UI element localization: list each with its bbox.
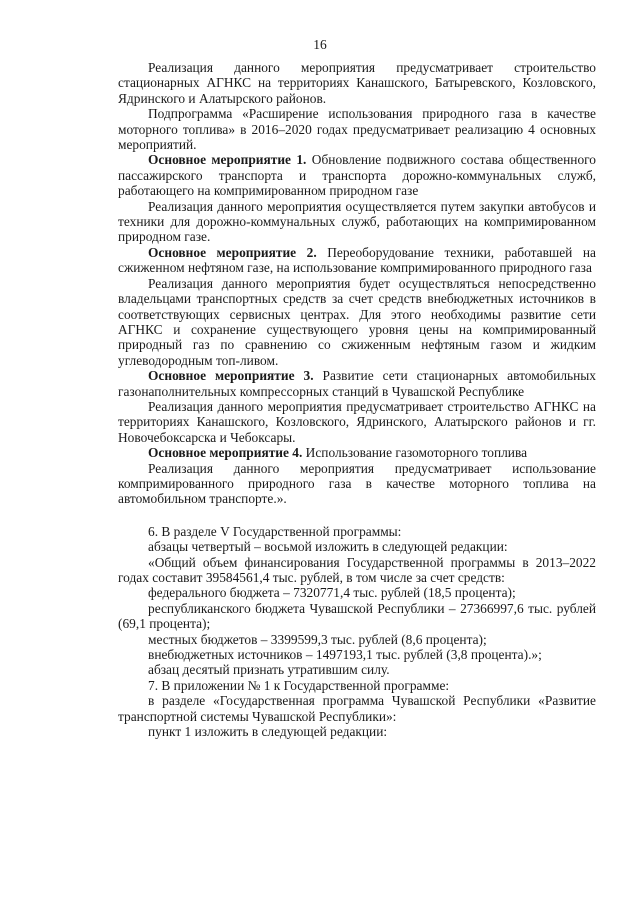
funding-republican: республиканского бюджета Чувашской Республики – 27366997,6 тыс. рублей (69,1 процента); bbox=[118, 600, 596, 632]
funding-extrabudgetary: внебюджетных источников – 1497193,1 тыс. рублей (3,8 процента).»; bbox=[148, 647, 542, 663]
measure-title: Основное мероприятие 3. bbox=[148, 368, 314, 384]
paragraph: абзац десятый признать утратившим силу. bbox=[148, 662, 390, 678]
funding-total: «Общий объем финансирования Государственной программы в 2013–2022 годах составит 39584561,4 тыс. рублей, в том числе за счет средств: bbox=[118, 554, 596, 585]
paragraph: абзацы четвертый – восьмой изложить в следующей редакции: bbox=[148, 539, 508, 555]
paragraph: Реализация данного мероприятия предусматривает строительство АГНКС на территориях Канашского, Козловского, Ядринского, Алатырского районов и гг. Новочебоксарска и Чебоксары. bbox=[118, 398, 596, 445]
page-number: 16 bbox=[313, 37, 327, 52]
paragraph: Подпрограмма «Расширение использования природного газа в качестве моторного топлива» в 2016–2020 годах предусматривает реализацию 4 основных мероприятий. bbox=[118, 106, 596, 153]
measure-text: Обновление подвижного состава общественного пассажирского транспорта и транспорта дорожно-коммунальных служб, работающего на компримированном природном газе bbox=[118, 152, 597, 199]
measure-4 bbox=[118, 445, 596, 460]
measure-text: Переоборудование техники, работавшей на сжиженном нефтяном газе, на использование компримированного природного газа bbox=[118, 244, 596, 276]
paragraph: Реализация данного мероприятия будет осуществляться непосредственно владельцами транспортных средств за счет средств внебюджетных источников в соответствующих сервисных центрах. Для этого необходимы развитие сети АГНКС и сохранение существующего уровня цены на компримированный природный газ по сравнению со сжиженным нефтяным газом и жидким углеводородным топ-ливом. bbox=[118, 275, 596, 368]
funding-federal: федерального бюджета – 7320771,4 тыс. рублей (18,5 процента); bbox=[148, 585, 516, 601]
paragraph: в разделе «Государственная программа Чувашской Республики «Развитие транспортной системы Чувашской Республики»: bbox=[118, 693, 596, 724]
measure-1 bbox=[118, 152, 596, 198]
measure-text: Развитие сети стационарных автомобильных газонаполнительных компрессорных станций в Чувашской Республике bbox=[118, 368, 596, 399]
section-6-heading: 6. В разделе V Государственной программы: bbox=[148, 523, 402, 539]
measure-title: Основное мероприятие 1. bbox=[148, 152, 307, 168]
measure-text: Использование газомоторного топлива bbox=[302, 445, 528, 461]
paragraph: пункт 1 изложить в следующей редакции: bbox=[148, 724, 388, 740]
document-body bbox=[118, 60, 596, 739]
measure-2 bbox=[118, 245, 596, 276]
funding-local: местных бюджетов – 3399599,3 тыс. рублей (8,6 процента); bbox=[148, 631, 487, 647]
measure-3 bbox=[118, 368, 596, 399]
paragraph: Реализация данного мероприятия предусматривает строительство стационарных АГНКС на территориях Канашского, Батыревского, Козловского, Ядринского и Алатырского районов. bbox=[118, 60, 596, 106]
paragraph: Реализация данного мероприятия предусматривает использование компримированного природного газа в качестве моторного топлива на автомобильном транспорте.». bbox=[118, 460, 596, 507]
spacer bbox=[118, 507, 596, 524]
measure-title: Основное мероприятие 2. bbox=[148, 244, 317, 260]
paragraph: Реализация данного мероприятия осуществляется путем закупки автобусов и техники для дорожно-коммунальных служб, работающих на компримированном природном газе. bbox=[118, 198, 596, 245]
measure-title: Основное мероприятие 4. bbox=[148, 445, 303, 461]
section-7-heading: 7. В приложении № 1 к Государственной программе: bbox=[148, 677, 450, 693]
